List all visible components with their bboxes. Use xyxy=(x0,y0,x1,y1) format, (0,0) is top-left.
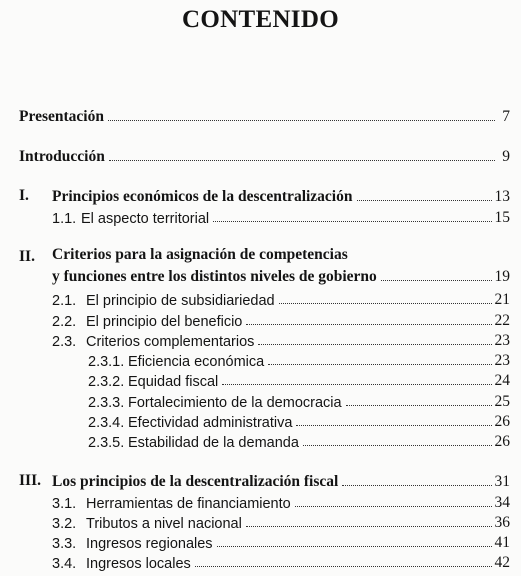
section-number: 2.3.3. xyxy=(88,395,125,411)
dot-leader xyxy=(258,344,491,345)
section-label: Estabilidad de la demanda xyxy=(128,435,299,451)
toc-entry-2-3[interactable] xyxy=(52,328,510,350)
section-number: 3.2. xyxy=(52,516,77,532)
section-label: Fortalecimiento de la democracia xyxy=(128,395,342,411)
toc-chapter-3[interactable] xyxy=(52,469,510,491)
toc-entry-2-2[interactable] xyxy=(52,308,510,330)
toc-page-number: 23 xyxy=(494,352,510,369)
section-label: El aspecto territorial xyxy=(81,211,210,227)
section-label: Herramientas de financiamiento xyxy=(86,496,291,512)
toc-entry-3-3[interactable] xyxy=(52,530,510,552)
toc-entry-2-3-1[interactable] xyxy=(88,348,510,370)
toc-page-number: 9 xyxy=(502,148,510,165)
section-label: Eficiencia económica xyxy=(128,354,265,370)
chapter-title-line1: Criterios para la asignación de competencias xyxy=(52,246,348,263)
toc-page-number: 19 xyxy=(494,268,510,285)
section-label: Ingresos locales xyxy=(86,556,191,572)
toc-entry-2-3-3[interactable] xyxy=(88,389,510,411)
section-number: 2.3.2. xyxy=(88,374,125,390)
toc-entry-3-1[interactable] xyxy=(52,490,510,512)
toc-page-number: 26 xyxy=(494,433,510,450)
toc-page-number: 41 xyxy=(494,534,510,551)
toc-page-number: 26 xyxy=(494,413,510,430)
section-label: Equidad fiscal xyxy=(128,374,219,390)
toc-page-number: 13 xyxy=(494,188,510,205)
section-label: Efectividad administrativa xyxy=(128,415,293,431)
chapter-numeral: I. xyxy=(19,187,29,204)
section-number: 2.2. xyxy=(52,314,77,330)
toc-entry-presentacion[interactable] xyxy=(19,104,510,126)
page-title: CONTENIDO xyxy=(182,6,339,33)
dot-leader xyxy=(246,526,492,527)
section-label: Tributos a nivel nacional xyxy=(86,516,242,532)
toc-entry-label: Introducción xyxy=(19,148,105,165)
dot-leader xyxy=(303,445,492,446)
toc-entry-3-4[interactable] xyxy=(52,550,510,572)
section-number: 2.3.1. xyxy=(88,354,125,370)
toc-chapter-2[interactable] xyxy=(52,264,510,286)
chapter-title-line2: y funciones entre los distintos niveles de gobierno xyxy=(52,268,377,285)
toc-entry-2-1[interactable] xyxy=(52,287,510,309)
toc-entry-label: Presentación xyxy=(19,108,104,125)
section-label: Criterios complementarios xyxy=(86,334,255,350)
section-label: Ingresos regionales xyxy=(86,536,213,552)
dot-leader xyxy=(213,221,491,222)
toc-entry-2-3-5[interactable] xyxy=(88,429,510,451)
toc-page-number: 36 xyxy=(494,514,510,531)
dot-leader xyxy=(108,120,495,121)
toc-page-number: 23 xyxy=(494,332,510,349)
toc-page-number: 25 xyxy=(494,393,510,410)
toc-page-number: 31 xyxy=(494,473,510,490)
section-label: El principio de subsidiariedad xyxy=(86,293,275,309)
dot-leader xyxy=(357,200,492,201)
dot-leader xyxy=(295,506,492,507)
section-number: 3.3. xyxy=(52,536,77,552)
chapter-numeral: III. xyxy=(19,472,41,489)
dot-leader xyxy=(217,546,492,547)
dot-leader xyxy=(195,566,492,567)
toc-chapter-1[interactable] xyxy=(52,184,510,206)
toc-page-number: 21 xyxy=(494,291,510,308)
chapter-numeral: II. xyxy=(19,248,35,265)
toc-entry-1-1[interactable] xyxy=(52,205,510,227)
dot-leader xyxy=(346,405,492,406)
dot-leader xyxy=(296,425,491,426)
section-number: 3.4. xyxy=(52,556,77,572)
toc-page-number: 7 xyxy=(502,108,510,125)
dot-leader xyxy=(268,364,491,365)
chapter-title: Principios económicos de la descentralización xyxy=(52,188,353,205)
dot-leader xyxy=(342,485,491,486)
toc-entry-2-3-2[interactable] xyxy=(88,368,510,390)
toc-entry-introduccion[interactable] xyxy=(19,144,510,166)
section-number: 3.1. xyxy=(52,496,77,512)
dot-leader xyxy=(246,324,491,325)
dot-leader xyxy=(279,303,492,304)
chapter-title: Los principios de la descentralización fiscal xyxy=(52,473,339,490)
section-number: 2.3.4. xyxy=(88,415,125,431)
toc-page-number: 22 xyxy=(494,312,510,329)
toc-page-number: 34 xyxy=(494,494,510,511)
section-number: 2.3. xyxy=(52,334,77,350)
section-number: 2.3.5. xyxy=(88,435,125,451)
toc-page-number: 42 xyxy=(494,554,510,571)
dot-leader xyxy=(222,384,491,385)
toc-page-number: 24 xyxy=(494,372,510,389)
section-number: 1.1. xyxy=(52,211,77,227)
section-number: 2.1. xyxy=(52,293,77,309)
toc-page-number: 15 xyxy=(494,209,510,226)
dot-leader xyxy=(109,160,495,161)
section-label: El principio del beneficio xyxy=(86,314,243,330)
dot-leader xyxy=(381,280,492,281)
toc-entry-2-3-4[interactable] xyxy=(88,409,510,431)
toc-entry-3-2[interactable] xyxy=(52,510,510,532)
